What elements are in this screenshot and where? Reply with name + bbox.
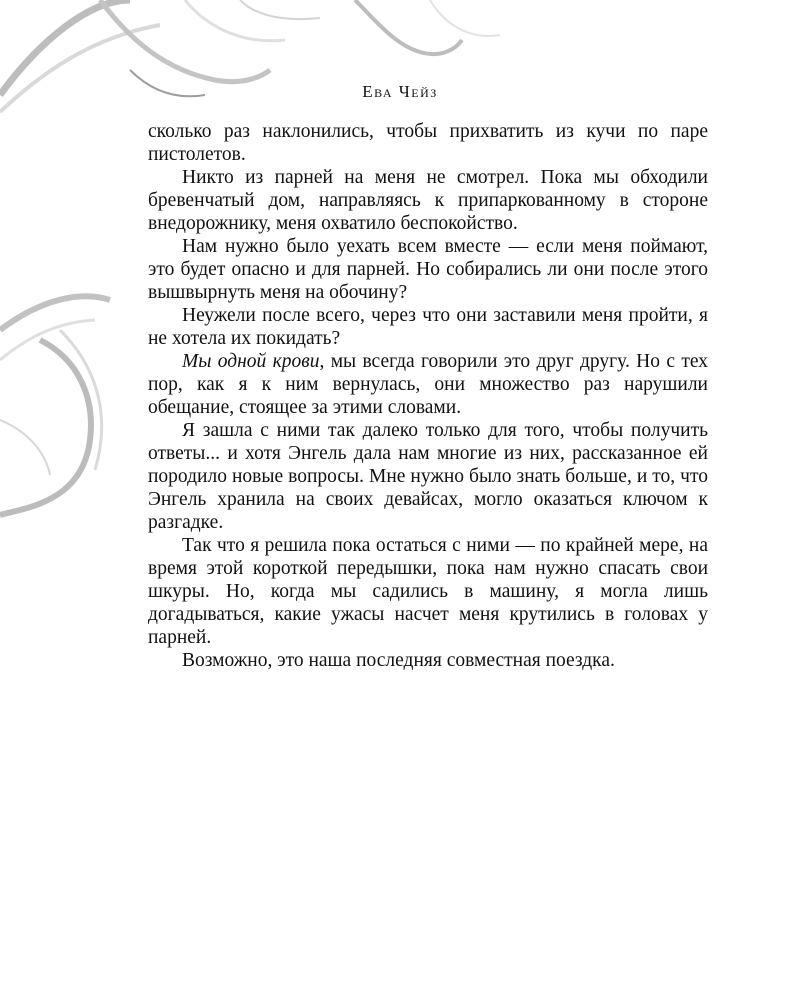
- paragraph: Возможно, это наша последняя совместная поездка.: [182, 650, 615, 671]
- italic-phrase: Мы одной крови: [182, 351, 320, 372]
- paragraph: Неужели после всего, через что они заставили меня пройти, я не хотела их покидать?: [148, 305, 708, 349]
- paragraph: Я зашла с ними так далеко только для того, чтобы получить ответы... и хотя Энгель дала нам многие из них, рассказанное ей породило новые вопросы. Мне нужно было знать больше, и то, что Энгель хранила на своих девайсах, могло оказаться ключом к разгадке.: [148, 420, 708, 533]
- running-header-author: Ева Чейз: [362, 82, 438, 101]
- book-page-text: [148, 120, 708, 672]
- paragraph: Так что я решила пока остаться с ними — по крайней мере, на время этой короткой передышки, пока нам нужно спасать свои шкуры. Но, когда мы садились в машину, я могла лишь догадываться, какие ужасы насчет меня крутились в головах у парней.: [148, 535, 708, 648]
- paragraph-text: , мы всегда говорили это друг другу. Но с тех пор, как я к ним вернулась, они множество раз нарушили обещание, стоящее за этими словами.: [148, 351, 708, 418]
- paragraph: Никто из парней на меня не смотрел. Пока мы обходили бревенчатый дом, направляясь к припаркованному в стороне внедорожнику, меня охватило беспокойство.: [148, 167, 708, 234]
- paragraph: Нам нужно было уехать всем вместе — если меня поймают, это будет опасно и для парней. Но собирались ли они после этого вышвырнуть меня на обочину?: [148, 236, 708, 303]
- paragraph: [148, 350, 708, 419]
- paragraph: сколько раз наклонились, чтобы прихватить из кучи по паре пистолетов.: [148, 121, 708, 165]
